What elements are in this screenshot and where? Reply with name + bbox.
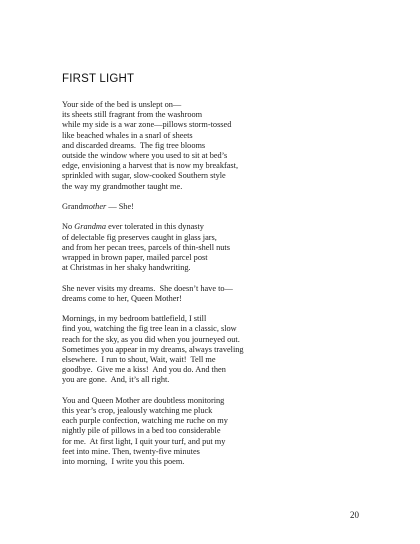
poem-line: and discarded dreams. The fig tree blooms [62,140,206,150]
poem-line: dreams come to her, Queen Mother! [62,293,182,303]
poem-line [62,202,382,212]
poem-line: wrapped in brown paper, mailed parcel post [62,253,208,263]
poem-text: ever tolerated in this dynasty [106,222,204,232]
poem-line: reach for the sky, as you did when you journeyed out. [62,334,240,344]
italic-word: Grandma [74,222,107,232]
poem-line: Mornings, in my bedroom battlefield, I still [62,314,207,324]
italic-word: mother [82,202,107,212]
poem-line: Your side of the bed is unslept on— [62,100,182,109]
stanza-4 [62,284,382,304]
poem-line: for me. At first light, I quit your turf, and put my [62,436,226,446]
poem-line: the way my grandmother taught me. [62,181,183,191]
page-number: 20 [350,510,359,520]
poem-line: nightly pile of pillows in a bed too considerable [62,426,221,436]
stanza-2 [62,202,382,212]
poem-line: of delectable fig preserves caught in glass jars, [62,232,217,242]
poem-text: No [62,222,75,232]
poem-line: you are gone. And, it’s all right. [62,375,170,385]
stanza-6 [62,396,382,467]
poem-line: its sheets still fragrant from the washroom [62,110,203,120]
poem-line: while my side is a war zone—pillows storm-tossed [62,120,232,130]
poem-line: She never visits my dreams. She doesn’t have to— [62,283,233,293]
stanza-5 [62,314,382,385]
poem-line: feet into mine. Then, twenty-five minutes [62,446,200,456]
poem-line: edge, envisioning a harvest that is now my breakfast, [62,161,239,171]
poem-line: elsewhere. I run to shout, Wait, wait! Tell me [62,355,216,365]
poem-line: like beached whales in a snarl of sheets [62,130,193,140]
poem-line: outside the window where you used to sit at bed’s [62,151,228,161]
poem-line [62,222,382,232]
poem-line: at Christmas in her shaky handwriting. [62,263,191,273]
poem-body [62,100,382,477]
poem-line: and from her pecan trees, parcels of thin-shell nuts [62,242,230,252]
poem-line: each purple confection, watching me ruche on my [62,416,228,426]
poem-line: goodbye. Give me a kiss! And you do. And then [62,365,226,375]
poem-line: this year’s crop, jealously watching me pluck [62,406,213,416]
poem-text: Grand [62,202,83,212]
poem-text: — She! [106,202,134,212]
poem-line: into morning, I write you this poem. [62,457,185,467]
stanza-1 [62,100,382,192]
poem-line: You and Queen Mother are doubtless monitoring [62,395,225,405]
stanza-3 [62,222,382,273]
poem-line: sprinkled with sugar, slow-cooked Southern style [62,171,226,181]
poem-title: FIRST LIGHT [62,73,135,85]
poem-line: find you, watching the fig tree lean in a classic, slow [62,324,237,334]
poem-line: Sometimes you appear in my dreams, always traveling [62,344,244,354]
